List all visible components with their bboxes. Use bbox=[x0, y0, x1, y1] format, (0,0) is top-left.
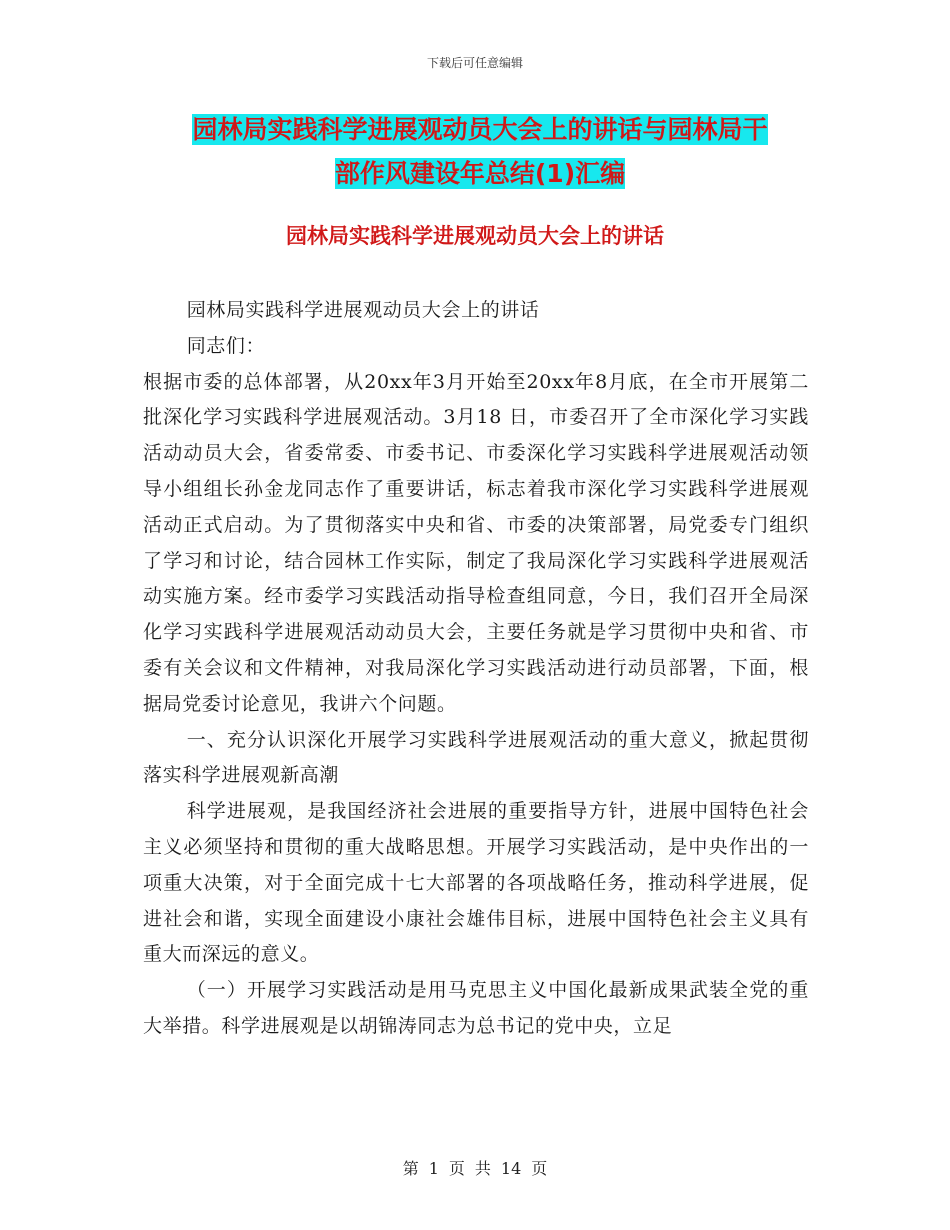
paragraph: 科学进展观，是我国经济社会进展的重要指导方针，进展中国特色社会主义必须坚持和贯彻的重大战略思想。开展学习实践活动，是中央作出的一项重大决策，对于全面完成十七大部署的各项战略任务，推动科学进展，促进社会和谐，实现全面建设小康社会雄伟目标，进展中国特色社会主义具有重大而深远的意义。 bbox=[143, 800, 809, 966]
section-title: 园林局实践科学进展观动员大会上的讲话 bbox=[286, 224, 664, 248]
footer-total-pages: 14 bbox=[500, 1159, 522, 1178]
footer-page-mid: 页 bbox=[448, 1159, 465, 1178]
document-title bbox=[140, 108, 820, 196]
paragraph: 园林局实践科学进展观动员大会上的讲话 bbox=[186, 299, 540, 321]
paragraph: 同志们： bbox=[186, 334, 266, 357]
paragraph: （一）开展学习实践活动是用马克思主义中国化最新成果武装全党的重大举措。科学进展观是以胡锦涛同志为总书记的党中央，立足 bbox=[143, 979, 809, 1037]
paragraph: 一、充分认识深化开展学习实践科学进展观活动的重大意义，掀起贯彻落实科学进展观新高潮 bbox=[143, 728, 809, 787]
footer-total-suffix: 页 bbox=[531, 1159, 548, 1178]
document-title-line-1: 园林局实践科学进展观动员大会上的讲话与园林局干 bbox=[192, 115, 768, 144]
document-title-line-2: 部作风建设年总结(1)汇编 bbox=[334, 159, 626, 188]
footer-total-prefix: 共 bbox=[474, 1159, 491, 1178]
paragraph: 根据市委的总体部署，从20xx年3月开始至20xx年8月底，在全市开展第二批深化学习实践科学进展观活动。3月18 日，市委召开了全市深化学习实践活动动员大会，省委常委、市委书记、市委深化学习实践科学进展观活动领导小组组长孙金龙同志作了重要讲话，标志着我市深化学习实践科学进展观活动正式启动。为了贯彻落实中央和省、市委的决策部署，局党委专门组织了学习和讨论，结合园林工作实际，制定了我局深化学习实践科学进展观活动实施方案。经市委学习实践活动指导检查组同意，今日，我们召开全局深化学习实践科学进展观活动动员大会，主要任务就是学习贯彻中央和省、市委有关会议和文件精神，对我局深化学习实践活动进行动员部署，下面，根据局党委讨论意见，我讲六个问题。 bbox=[143, 370, 809, 715]
footer-page-prefix: 第 bbox=[402, 1159, 419, 1178]
header-note: 下载后可任意编辑 bbox=[426, 56, 523, 70]
body-text bbox=[143, 293, 809, 1045]
page-footer bbox=[0, 1156, 950, 1179]
footer-page-number: 1 bbox=[428, 1159, 439, 1178]
